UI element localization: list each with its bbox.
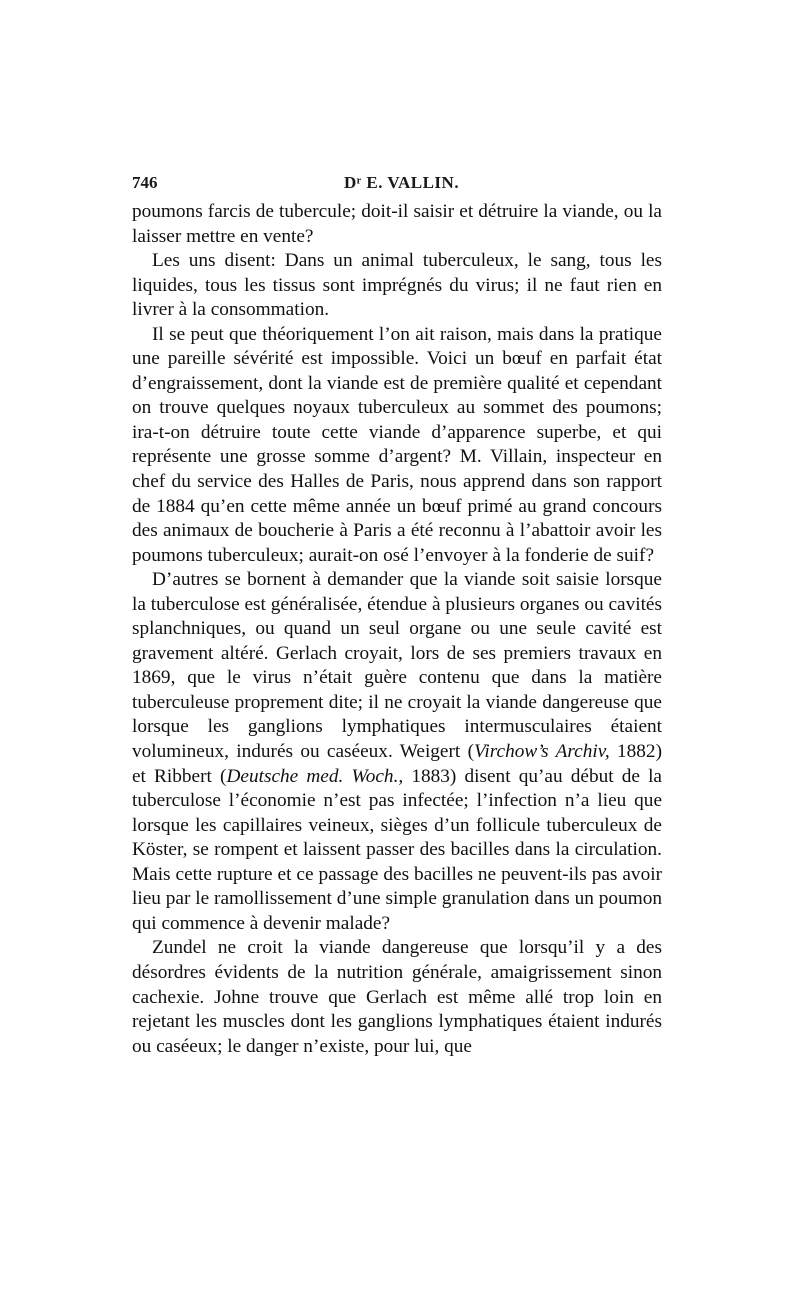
paragraph-4-text-a: D’autres se bornent à demander que la viande soit saisie lorsque la tuberculose est généralisée, étendue à plusieurs organes ou cavités splanchniques, ou quand un seul organe ou une seule cavité est gravement altéré. Gerlach croyait, lors de ses premiers travaux en 1869, que le virus n’était guère contenu que dans la matière tuberculeuse proprement dite; il ne croyait la viande dangereuse que lorsque les ganglions lymphatiques intermusculaires étaient volumineux, indurés ou caséeux. Weigert ( (132, 569, 662, 763)
paragraph-4-text-b: 1882) et Ribbert ( (132, 741, 662, 787)
paragraph-2: Les uns disent: Dans un animal tuberculeux, le sang, tous les liquides, tous les tissus sont imprégnés du virus; il ne faut rien en livrer à la consommation. (132, 250, 662, 321)
body-text (132, 200, 662, 1059)
paragraph-4 (132, 568, 662, 936)
page-number: 746 (132, 173, 158, 192)
paragraph-1: poumons farcis de tubercule; doit-il saisir et détruire la viande, ou la laisser mettre en vente? (132, 201, 662, 247)
citation-virchows-archiv: Virchow’s Archiv, (474, 741, 610, 763)
running-head: Dʳ E. VALLIN. (344, 173, 460, 192)
paragraph-3: Il se peut que théoriquement l’on ait raison, mais dans la pratique une pareille sévérité est impossible. Voici un bœuf en parfait état d’engraissement, dont la viande est de première qualité et cependant on trouve quelques noyaux tuberculeux au sommet des poumons; ira-t-on détruire toute cette viande d’apparence superbe, et qui représente une grosse somme d’argent? M. Villain, inspecteur en chef du service des Halles de Paris, nous apprend dans son rapport de 1884 qu’en cette même année un bœuf primé au grand concours des animaux de boucherie à Paris a été reconnu à l’abattoir avoir les poumons tuberculeux; aurait-on osé l’envoyer à la fonderie de suif? (132, 323, 662, 566)
citation-deutsche-med-woch: Deutsche med. Woch., (226, 765, 404, 787)
paragraph-4-text-c: 1883) disent qu’au début de la tuberculose l’économie n’est pas infectée; l’infection n’a lieu que lorsque les capillaires veineux, sièges d’un follicule tuberculeux de Köster, se rompent et laissent passer des bacilles dans la circulation. Mais cette rupture et ce passage des bacilles ne peuvent-ils pas avoir lieu par le ramollissement d’une simple granulation dans un poumon qui commence à devenir malade? (132, 765, 662, 934)
page-header (132, 173, 662, 195)
paragraph-5: Zundel ne croit la viande dangereuse que lorsqu’il y a des désordres évidents de la nutrition générale, amaigrissement sinon cachexie. Johne trouve que Gerlach est même allé trop loin en rejetant les muscles dont les ganglions lymphatiques étaient indurés ou caséeux; le danger n’existe, pour lui, que (132, 937, 662, 1057)
